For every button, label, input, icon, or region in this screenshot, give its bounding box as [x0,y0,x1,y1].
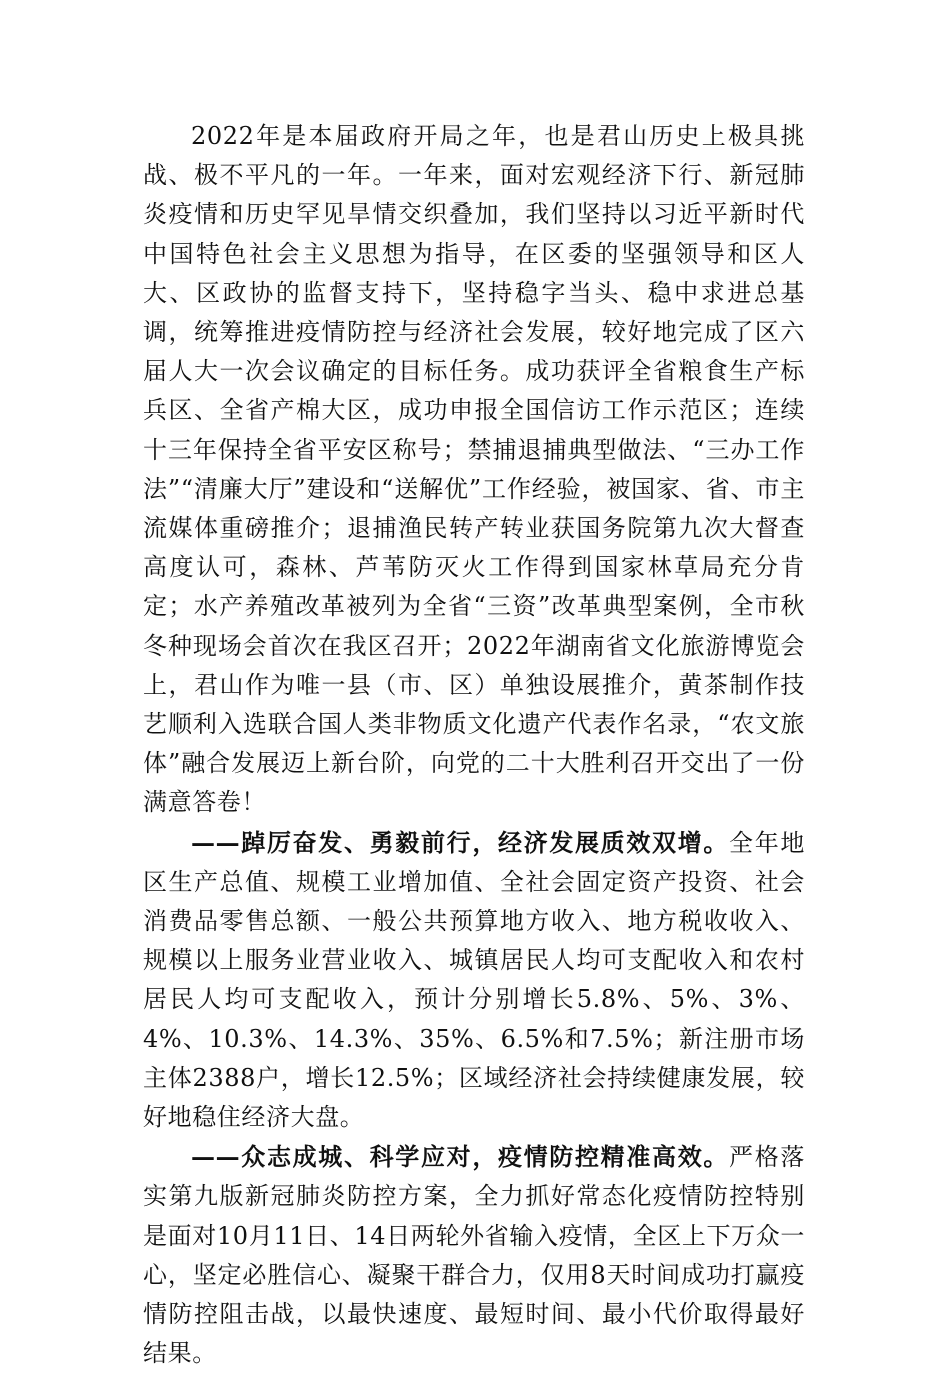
paragraph-epidemic-heading: ——众志成城、科学应对，疫情防控精准高效。 [191,1142,730,1172]
paragraph-intro-text: 2022年是本届政府开局之年，也是君山历史上极具挑战、极不平凡的一年。一年来，面对宏观经济下行、新冠肺炎疫情和历史罕见旱情交织叠加，我们坚持以习近平新时代中国特色社会主义思想为指导，在区委的坚强领导和区人大、区政协的监督支持下，坚持稳字当头、稳中求进总基调，统筹推进疫情防控与经济社会发展，较好地完成了区六届人大一次会议确定的目标任务。成功获评全省粮食生产标兵区、全省产棉大区，成功申报全国信访工作示范区；连续十三年保持全省平安区称号；禁捕退捕典型做法、“三办工作法”“清廉大厅”建设和“送解优”工作经验，被国家、省、市主流媒体重磅推介；退捕渔民转产转业获国务院第九次大督查高度认可，森林、芦苇防灭火工作得到国家林草局充分肯定；水产养殖改革被列为全省“三资”改革典型案例，全市秋冬种现场会首次在我区召开；2022年湖南省文化旅游博览会上，君山作为唯一县（市、区）单独设展推介，黄茶制作技艺顺利入选联合国人类非物质文化遗产代表作名录，“农文旅体”融合发展迈上新台阶，向党的二十大胜利召开交出了一份满意答卷！ [143,122,805,817]
paragraph-economy [143,823,805,1138]
document-body [143,116,805,1374]
paragraph-intro [143,116,805,823]
paragraph-economy-text: 全年地区生产总值、规模工业增加值、全社会固定资产投资、社会消费品零售总额、一般公共预算地方收入、地方税收收入、规模以上服务业营业收入、城镇居民人均可支配收入和农村居民人均可支配收入，预计分别增长5.8%、5%、3%、4%、10.3%、14.3%、35%、6.5%和7.5%；新注册市场主体2388户，增长12.5%；区域经济社会持续健康发展，较好地稳住经济大盘。 [143,828,805,1132]
paragraph-epidemic-text: 严格落实第九版新冠肺炎防控方案，全力抓好常态化疫情防控特别是面对10月11日、14日两轮外省输入疫情，全区上下万众一心，坚定必胜信心、凝聚干群合力，仅用8天时间成功打赢疫情防控阻击战，以最快速度、最短时间、最小代价取得最好结果。 [143,1143,805,1368]
paragraph-economy-heading: ——踔厉奋发、勇毅前行，经济发展质效双增。 [191,827,730,857]
paragraph-epidemic [143,1137,805,1373]
